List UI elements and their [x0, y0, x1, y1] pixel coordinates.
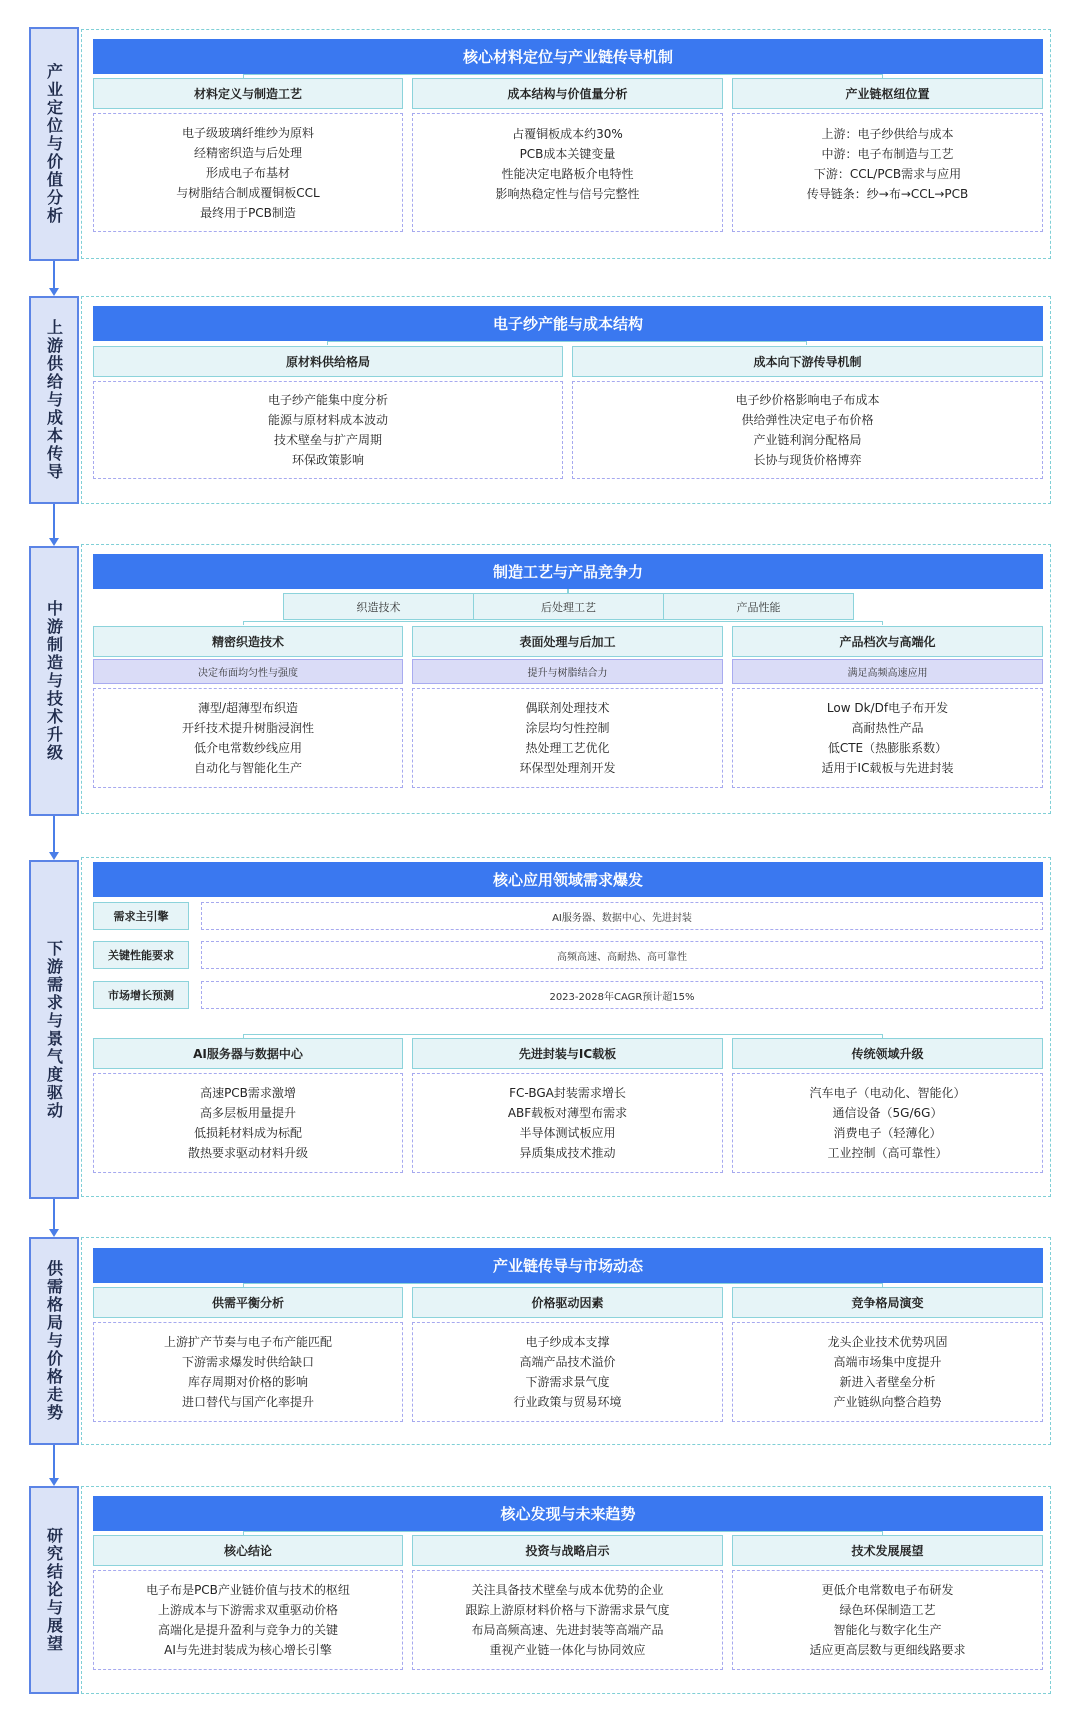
list-item: 薄型/超薄型布织造: [197, 701, 299, 715]
metric-value: AI服务器、数据中心、先进封装: [201, 902, 1043, 930]
flow-arrow: [53, 504, 55, 540]
flow-arrow: [53, 1199, 55, 1231]
list-item: 布局高频高速、先进封装等高端产品: [471, 1623, 664, 1637]
arrow-head: [49, 538, 59, 546]
list-item: 行业政策与贸易环境: [513, 1395, 622, 1409]
column-header: 表面处理与后加工: [412, 626, 723, 657]
stage-label-1: 产业定位与价值分析: [29, 27, 79, 261]
list-item: 新进入者壁垒分析: [839, 1375, 936, 1389]
list-item: 下游需求爆发时供给缺口: [181, 1355, 314, 1369]
list-item: ABF载板对薄型布需求: [507, 1106, 628, 1120]
item-list: [412, 688, 723, 788]
list-item: 电子级玻璃纤维纱为原料: [181, 125, 314, 140]
item-list: [732, 1073, 1043, 1173]
list-item: 进口替代与国产化率提升: [181, 1395, 314, 1409]
list-item: 异质集成技术推动: [519, 1146, 616, 1160]
list-item: 电子纱成本支撑: [525, 1335, 610, 1349]
process-tag: 后处理工艺: [473, 593, 664, 620]
stage-label-2: 上游供给与成本传导: [29, 296, 79, 504]
column-header: 供需平衡分析: [93, 1287, 403, 1318]
list-item: 高端化是提升盈利与竞争力的关键: [157, 1623, 338, 1637]
arrow-head: [49, 852, 59, 860]
column-header: 先进封装与IC载板: [412, 1038, 723, 1069]
column-subtitle: 满足高频高速应用: [732, 659, 1043, 684]
section-title: 电子纱产能与成本结构: [93, 306, 1043, 341]
stage-label-5: 供需格局与价格走势: [29, 1237, 79, 1445]
flow-arrow: [53, 816, 55, 854]
item-list: [93, 113, 403, 232]
column-header: 核心结论: [93, 1535, 403, 1566]
list-item: 形成电子布基材: [205, 165, 290, 180]
column-header: 价格驱动因素: [412, 1287, 723, 1318]
list-item: 传导链条：纱→布→CCL→PCB: [806, 187, 969, 201]
metric-label: 关键性能要求: [93, 941, 189, 969]
process-tag: 织造技术: [283, 593, 474, 620]
arrow-head: [49, 1478, 59, 1486]
stage-label-6: 研究结论与展望: [29, 1486, 79, 1694]
column-header: 产品档次与高端化: [732, 626, 1043, 657]
metric-label: 需求主引擎: [93, 902, 189, 930]
list-item: 电子纱价格影响电子布成本: [735, 393, 880, 407]
item-list: [412, 113, 723, 232]
list-item: 龙头企业技术优势巩固: [827, 1335, 948, 1349]
list-item: 经精密织造与后处理: [193, 145, 302, 160]
column-header: AI服务器与数据中心: [93, 1038, 403, 1069]
list-item: 通信设备（5G/6G）: [832, 1106, 943, 1120]
list-item: 与树脂结合制成覆铜板CCL: [176, 185, 320, 200]
list-item: 偶联剂处理技术: [525, 701, 610, 715]
stage-label-4: 下游需求与景气度驱动: [29, 860, 79, 1199]
column-header: 成本向下游传导机制: [572, 346, 1043, 377]
item-list: [732, 1570, 1043, 1670]
list-item: 汽车电子（电动化、智能化）: [809, 1086, 966, 1100]
section-title: 产业链传导与市场动态: [93, 1248, 1043, 1283]
list-item: 下游需求景气度: [525, 1375, 610, 1389]
column-header: 投资与战略启示: [412, 1535, 723, 1566]
list-item: 消费电子（轻薄化）: [833, 1126, 942, 1140]
metric-value: 高频高速、高耐热、高可靠性: [201, 941, 1043, 969]
list-item: 库存周期对价格的影响: [187, 1375, 308, 1389]
column-header: 产业链枢纽位置: [732, 78, 1043, 109]
arrow-head: [49, 1229, 59, 1237]
list-item: 电子纱产能集中度分析: [267, 393, 388, 407]
list-item: 热处理工艺优化: [525, 741, 610, 755]
item-list: [93, 1570, 403, 1670]
list-item: 供给弹性决定电子布价格: [741, 413, 874, 427]
list-item: 自动化与智能化生产: [193, 761, 302, 775]
list-item: 关注具备技术壁垒与成本优势的企业: [471, 1583, 664, 1597]
list-item: 适用于IC载板与先进封装: [821, 761, 954, 775]
list-item: 高速PCB需求激增: [200, 1086, 296, 1100]
list-item: 环保型处理剂开发: [519, 761, 616, 775]
column-subtitle: 提升与树脂结合力: [412, 659, 723, 684]
list-item: 高端产品技术溢价: [519, 1355, 616, 1369]
list-item: 高端市场集中度提升: [833, 1355, 942, 1369]
list-item: 电子布是PCB产业链价值与技术的枢纽: [146, 1583, 350, 1597]
item-list: [93, 1073, 403, 1173]
list-item: 涂层均匀性控制: [525, 721, 610, 735]
column-header: 材料定义与制造工艺: [93, 78, 403, 109]
list-item: 技术壁垒与扩产周期: [273, 433, 382, 447]
list-item: 跟踪上游原材料价格与下游需求景气度: [465, 1603, 670, 1617]
metric-label: 市场增长预测: [93, 981, 189, 1009]
arrow-head: [49, 288, 59, 296]
column-subtitle: 决定布面均匀性与强度: [93, 659, 403, 684]
list-item: FC-BGA封装需求增长: [509, 1086, 626, 1100]
list-item: 散热要求驱动材料升级: [187, 1146, 308, 1160]
list-item: 上游扩产节奏与电子布产能匹配: [163, 1335, 332, 1349]
list-item: 更低介电常数电子布研发: [821, 1583, 954, 1597]
list-item: 环保政策影响: [291, 453, 364, 467]
stage-label-3: 中游制造与技术升级: [29, 546, 79, 816]
list-item: 适应更高层数与更细线路要求: [809, 1643, 966, 1657]
item-list: [732, 113, 1043, 232]
list-item: 产业链利润分配格局: [753, 433, 862, 447]
column-header: 成本结构与价值量分析: [412, 78, 723, 109]
list-item: 重视产业链一体化与协同效应: [489, 1643, 646, 1657]
item-list: [412, 1322, 723, 1422]
column-header: 传统领域升级: [732, 1038, 1043, 1069]
item-list: [732, 688, 1043, 788]
list-item: PCB成本关键变量: [519, 147, 616, 161]
list-item: 上游成本与下游需求双重驱动价格: [157, 1603, 338, 1617]
process-tag: 产品性能: [663, 593, 854, 620]
list-item: 性能决定电路板介电特性: [501, 167, 634, 181]
list-item: 绿色环保制造工艺: [839, 1603, 936, 1617]
flow-arrow: [53, 261, 55, 290]
list-item: 工业控制（高可靠性）: [827, 1146, 948, 1160]
item-list: [93, 381, 563, 479]
list-item: 上游：电子纱供给与成本: [821, 127, 954, 141]
list-item: 开纤技术提升树脂浸润性: [181, 721, 314, 735]
list-item: AI与先进封装成为核心增长引擎: [164, 1643, 332, 1657]
column-header: 精密织造技术: [93, 626, 403, 657]
list-item: 影响热稳定性与信号完整性: [495, 187, 640, 201]
section-title: 制造工艺与产品竞争力: [93, 554, 1043, 589]
list-item: 高多层板用量提升: [199, 1106, 296, 1120]
item-list: [412, 1570, 723, 1670]
item-list: [93, 688, 403, 788]
list-item: 低介电常数纱线应用: [193, 741, 302, 755]
section-title: 核心材料定位与产业链传导机制: [93, 39, 1043, 74]
list-item: 智能化与数字化生产: [833, 1623, 942, 1637]
item-list: [572, 381, 1043, 479]
list-item: 长协与现货价格博弈: [753, 453, 862, 467]
column-header: 竞争格局演变: [732, 1287, 1043, 1318]
list-item: 能源与原材料成本波动: [267, 413, 388, 427]
section-title: 核心应用领域需求爆发: [93, 862, 1043, 897]
list-item: 中游：电子布制造与工艺: [821, 147, 954, 161]
column-header: 技术发展展望: [732, 1535, 1043, 1566]
list-item: 低损耗材料成为标配: [193, 1126, 302, 1140]
list-item: 下游：CCL/PCB需求与应用: [813, 167, 962, 181]
connector: [243, 621, 883, 625]
list-item: 半导体测试板应用: [519, 1126, 616, 1140]
metric-value: 2023-2028年CAGR预计超15%: [201, 981, 1043, 1009]
flow-arrow: [53, 1445, 55, 1480]
list-item: Low Dk/Df电子布开发: [826, 701, 949, 715]
connector: [327, 341, 807, 345]
item-list: [93, 1322, 403, 1422]
list-item: 低CTE（热膨胀系数）: [827, 741, 948, 755]
list-item: 最终用于PCB制造: [200, 205, 296, 220]
item-list: [732, 1322, 1043, 1422]
list-item: 高耐热性产品: [851, 721, 924, 735]
section-title: 核心发现与未来趋势: [93, 1496, 1043, 1531]
list-item: 产业链纵向整合趋势: [833, 1395, 942, 1409]
column-header: 原材料供给格局: [93, 346, 563, 377]
list-item: 占覆铜板成本约30%: [512, 127, 623, 141]
item-list: [412, 1073, 723, 1173]
